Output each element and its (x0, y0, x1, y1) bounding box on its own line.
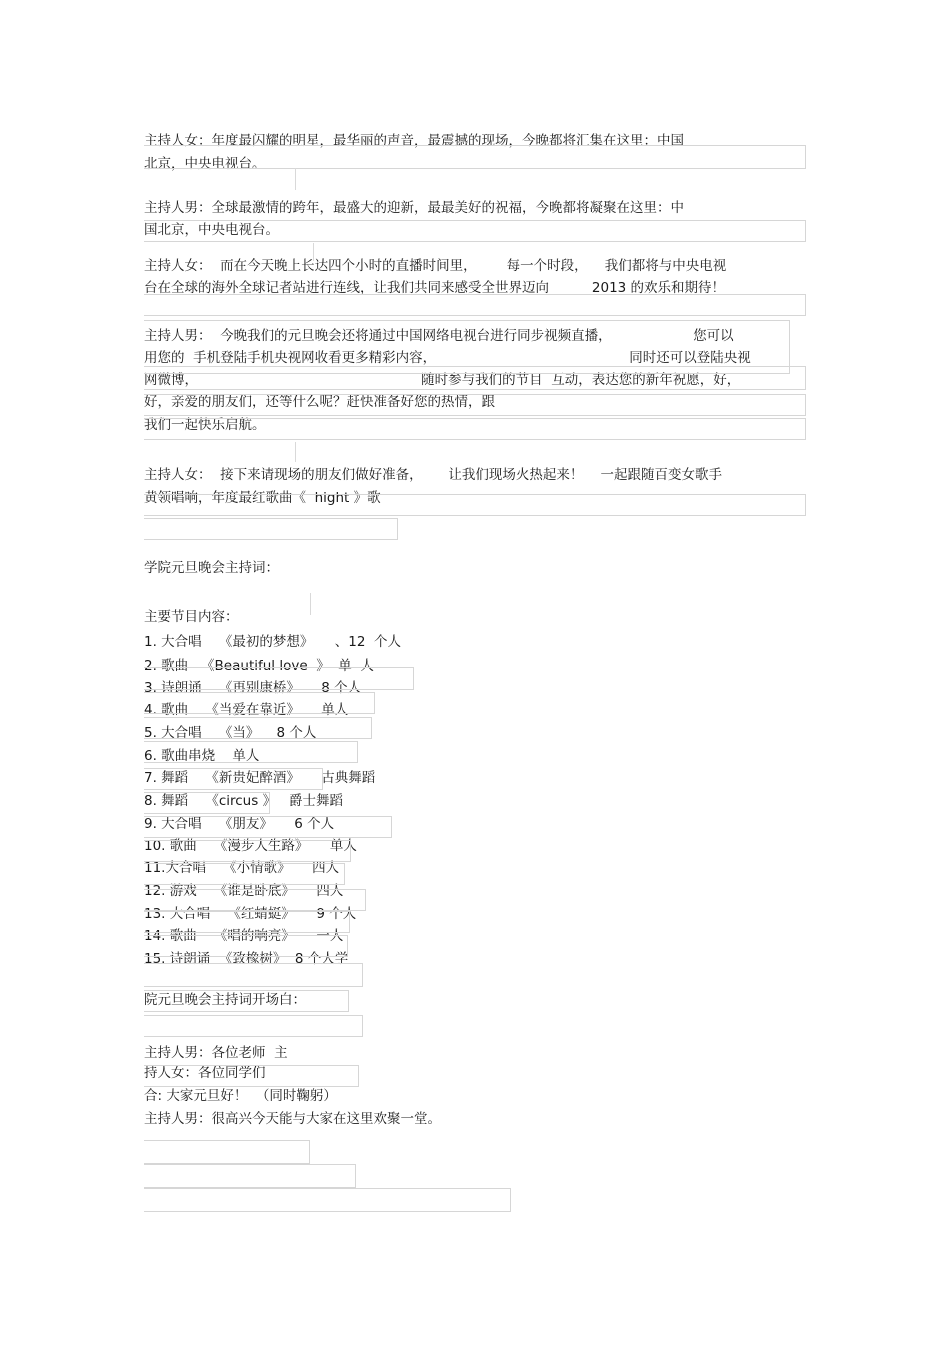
opening-line-2: 持人女：各位同学们 (144, 1065, 266, 1081)
textbox-frame (144, 863, 345, 885)
textbox-frame (144, 418, 806, 440)
textbox-frame (144, 1164, 356, 1188)
textbox-frame (144, 1065, 359, 1087)
textbox-frame (144, 394, 806, 416)
textbox-frame (144, 494, 806, 516)
host-female-live-line-2: 台在全球的海外全球记者站进行连线，让我们共同来感受全世界迈向 2013 的欢乐和期待！ (144, 280, 726, 296)
host-female-line-2: 北京，中央电视台。 (144, 156, 266, 172)
textbox-frame (144, 1140, 310, 1164)
opening-title: 院元旦晚会主持词开场白： (144, 992, 306, 1008)
frame-divider (295, 168, 296, 190)
frame-divider (310, 593, 311, 615)
opening-line-1: 主持人男：各位老师 主 (144, 1045, 288, 1061)
host-male-webcast-line-4: 好，亲爱的朋友们，还等什么呢？赶快准备好您的热情，跟 (144, 394, 495, 410)
program-item-7: 7. 舞蹈 《新贵妃醉酒》 古典舞蹈 (144, 770, 376, 786)
frame-divider (295, 442, 296, 462)
program-item-2: 2. 歌曲 《Beautiful love 》 单 人 (144, 658, 374, 674)
program-item-6: 6. 歌曲串烧 单人 (144, 748, 260, 764)
program-item-13: 13. 大合唱 《红蜻蜓》 9 个人 (144, 906, 357, 922)
textbox-frame (144, 366, 806, 390)
host-male-webcast-line-1: 主持人男： 今晚我们的元旦晚会还将通过中国网络电视台进行同步视频直播， 您可以 (144, 328, 734, 344)
textbox-frame (144, 911, 350, 933)
textbox-frame (144, 145, 806, 169)
textbox-frame (144, 220, 806, 242)
host-female-song-line-2: 黄领唱响，年度最红歌曲《 hight 》歌 (144, 490, 381, 506)
program-item-9: 9. 大合唱 《朋友》 6 个人 (144, 816, 335, 832)
textbox-frame (144, 1188, 511, 1212)
textbox-frame (144, 741, 358, 763)
host-male-webcast-line-2: 用您的 手机登陆手机央视网收看更多精彩内容， 同时还可以登陆央视 (144, 350, 751, 366)
host-female-live-line-1: 主持人女： 而在今天晚上长达四个小时的直播时间里， 每一个时段， 我们都将与中央电视 (144, 258, 727, 274)
textbox-frame (144, 990, 349, 1012)
textbox-frame (144, 1015, 363, 1037)
program-item-10: 10. 歌曲 《漫步人生路》 单人 (144, 838, 357, 854)
program-item-11: 11.大合唱 《小情歌》 四人 (144, 860, 340, 876)
program-item-15: 15. 诗朗诵 《致橡树》 8 个人学 (144, 951, 349, 967)
textbox-frame (144, 792, 270, 814)
opening-line-4: 主持人男：很高兴今天能与大家在这里欢聚一堂。 (144, 1111, 441, 1127)
textbox-frame (144, 717, 372, 739)
heading-program-list: 主要节目内容： (144, 609, 239, 625)
opening-line-3: 合: 大家元旦好！ （同时鞠躬） (144, 1088, 337, 1104)
host-male-webcast-line-3: 网微博， 随时参与我们的节目 互动，表达您的新年祝愿，好， (144, 372, 741, 388)
program-item-14: 14. 歌曲 《唱的响亮》 一人 (144, 928, 344, 944)
host-male-line-2: 国北京，中央电视台。 (144, 222, 279, 238)
textbox-frame (144, 518, 398, 540)
textbox-frame (144, 840, 351, 862)
host-female-song-line-1: 主持人女： 接下来请现场的朋友们做好准备， 让我们现场火热起来！ 一起跟随百变女歌手 (144, 467, 722, 483)
textbox-frame (144, 768, 323, 790)
textbox-frame (144, 816, 392, 838)
host-female-line-1: 主持人女：年度最闪耀的明星，最华丽的声音，最震撼的现场，今晚都将汇集在这里：中国 (144, 133, 684, 149)
host-male-line-1: 主持人男：全球最激情的跨年，最盛大的迎新，最最美好的祝福，今晚都将凝聚在这里：中 (144, 200, 684, 216)
program-item-8: 8. 舞蹈 《circus 》 爵士舞蹈 (144, 793, 343, 809)
program-item-1: 1. 大合唱 《最初的梦想》 、12 个人 (144, 634, 402, 650)
textbox-frame (144, 889, 366, 911)
program-item-3: 3. 诗朗诵 《再别康桥》 8 个人 (144, 680, 362, 696)
textbox-frame (144, 692, 375, 714)
host-male-webcast-line-5: 我们一起快乐启航。 (144, 417, 266, 433)
program-item-4: 4. 歌曲 《当爱在靠近》 单人 (144, 702, 349, 718)
program-item-5: 5. 大合唱 《当》 8 个人 (144, 725, 317, 741)
frame-divider (313, 243, 314, 261)
heading-script-title: 学院元旦晚会主持词： (144, 560, 279, 576)
textbox-frame (144, 667, 414, 690)
textbox-frame (144, 963, 363, 987)
textbox-frame (144, 935, 348, 957)
textbox-frame (144, 294, 806, 316)
program-item-12: 12. 游戏 《谁是卧底》 四人 (144, 883, 344, 899)
